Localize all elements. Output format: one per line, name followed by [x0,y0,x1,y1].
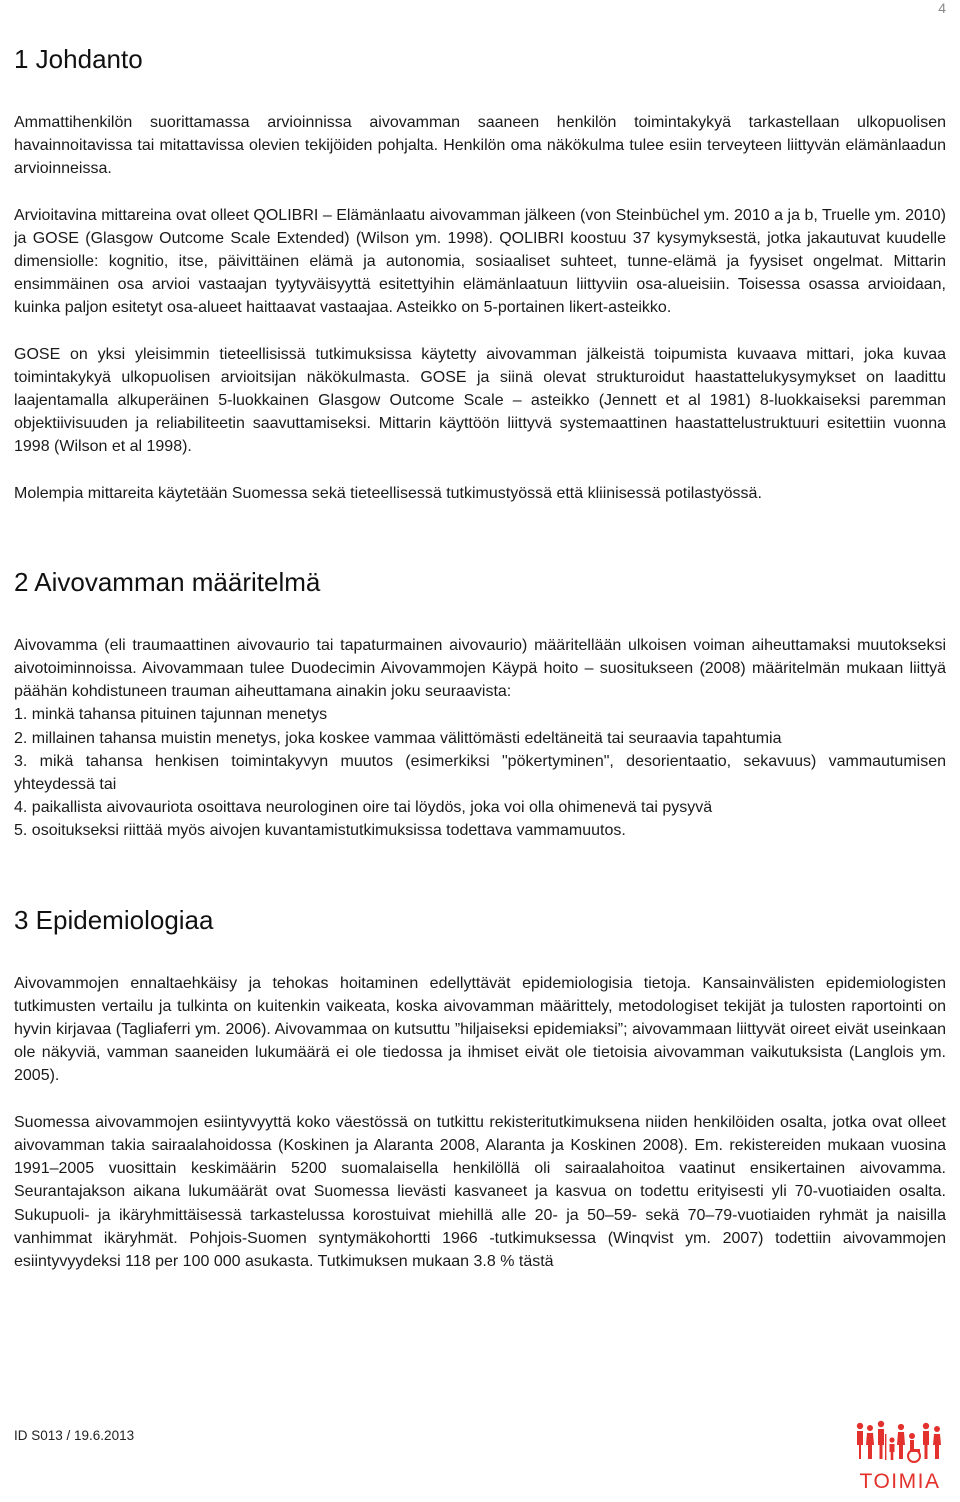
list-item: 1. minkä tahansa pituinen tajunnan menetys [14,706,328,724]
logo-text: TOIMIA [859,1470,941,1493]
page-number: 4 [938,0,946,16]
paragraph: Aivovammojen ennaltaehkäisy ja tehokas hoitaminen edellyttävät epidemiologisia tietoja. Kansainvälisten epidemiologisten tutkimusten vertailu ja tulkinta on kuitenkin vaikeata, koska aivovamman määrittely, metodologiset tekijät ja tulosten raportointi on hyvin kirjavaa (Tagliaferri ym. 2006). Aivovammaa on kutsuttu ”hiljaiseksi epidemiaksi”; aivovammaan liittyvät oireet eivät useinkaan ole näkyviä, vamman saaneiden lukumäärä ei ole tiedossa ja ihmiset eivät ole tietoisia aivovamman vaikutuksista (Langlois ym. 2005). [14,974,946,1085]
section-heading-epidemiologiaa: 3 Epidemiologiaa [14,904,214,935]
paragraph: Aivovamma (eli traumaattinen aivovaurio tai tapaturmainen aivovaurio) määritellään ulkoisen voiman aiheuttamaksi muutokseksi aivotoiminnoissa. Aivovammaan tulee Duodecimin Aivovammojen Käypä hoito – suositukseen (2008) määritelmän mukaan liittyä päähän kohdistuneen trauman aiheuttamana ainakin joku seuraavista: [14,636,946,701]
paragraph: Molempia mittareita käytetään Suomessa sekä tieteellisessä tutkimustyössä että kliinisessä potilastyössä. [14,484,762,502]
list-item: 2. millainen tahansa muistin menetys, joka koskee vammaa välittömästi edeltäneitä tai seuraavia tapahtumia [14,729,782,747]
paragraph: GOSE on yksi yleisimmin tieteellisissä tutkimuksissa käytetty aivovamman jälkeistä toipumista kuvaava mittari, joka kuvaa toimintakykyä ulkopuolisen arvioitsijan näkökulmasta. GOSE ja siinä olevat strukturoidut haastattelukysymykset on laadittu laajentamalla alkuperäinen 5-luokkainen Glasgow Outcome Scale – asteikko (Jennett et al 1981) 8-luokkaiseksi paremman objektiivisuuden ja reliabiliteetin saavuttamiseksi. Mittarin käyttöön liittyvä systemaattinen haastattelustruktuuri esitettiin vuonna 1998 (Wilson et al 1998). [14,345,946,456]
section-heading-aivovamman-maaritelma: 2 Aivovamman määritelmä [14,566,321,597]
document-body [14,40,946,1273]
section-heading-johdanto: 1 Johdanto [14,44,143,74]
document-id: ID S013 / 19.6.2013 [14,1428,135,1443]
toimia-logo [854,1418,946,1494]
list-item: 5. osoitukseksi riittää myös aivojen kuvantamistutkimuksissa todettava vammamuutos. [14,822,626,840]
people-figures-icon [854,1418,946,1468]
list-item: 4. paikallista aivovauriota osoittava neurologinen oire tai löydös, joka voi olla ohimenevä tai pysyvä [14,799,713,817]
paragraph: Suomessa aivovammojen esiintyvyyttä koko väestössä on tutkittu rekisteritutkimuksena niiden henkilöiden osalta, jotka ovat olleet aivovamman takia sairaalahoidossa (Koskinen ja Alaranta 2008, Alaranta ja Koskinen 2008). Em. rekistereiden mukaan vuosina 1991–2005 vuosittain keskimäärin 5200 suomalaisella henkilöllä oli sairaalahoitoa vaatinut ensikertainen aivovamma. Seurantajakson aikana lukumäärät ovat Suomessa lievästi kasvaneet ja kasvua on todettu erityisesti yli 70-vuotiaiden osalta. Sukupuoli- ja ikäryhmittäisessä tarkastelussa korostuivat miehillä alle 20- ja 50–59- sekä 70–79-vuotiaiden ryhmät ja naisilla vanhimmat ikäryhmät. Pohjois-Suomen syntymäkohortti 1966 -tutkimuksessa (Winqvist ym. 2007) todettiin aivovammojen esiintyvyydeksi 118 per 100 000 asukasta. Tutkimuksen mukaan 3.8 % tästä [14,1113,946,1270]
paragraph: Arvioitavina mittareina ovat olleet QOLIBRI – Elämänlaatu aivovamman jälkeen (von Steinbüchel ym. 2010 a ja b, Truelle ym. 2010) ja GOSE (Glasgow Outcome Scale Extended) (Wilson ym. 1998). QOLIBRI koostuu 37 kysymyksestä, jotka jakautuvat kuudelle dimensiolle: kognitio, itse, päivittäinen elämä ja autonomia, sosiaaliset suhteet, tunne-elämä ja fyysiset ongelmat. Mittarin ensimmäinen osa arvioi vastaajan tyytyväisyyttä esitettyihin elämänlaatuun liittyviin osa-alueisiin. Toisessa osassa arvioidaan, kuinka paljon esitetyt osa-alueet haittaavat vastaajaa. Asteikko on 5-portainen likert-asteikko. [14,206,946,317]
list-item: 3. mikä tahansa henkisen toimintakyvyn muutos (esimerkiksi "pökertyminen", desorientaatio, sekavuus) vammautumisen yhteydessä tai [14,752,946,794]
paragraph: Ammattihenkilön suorittamassa arvioinnissa aivovamman saaneen henkilön toimintakykyä tarkastellaan ulkopuolisen havainnoitavissa tai mitattavissa olevien tekijöiden pohjalta. Henkilön oma näkökulma tulee esiin terveyteen liittyvän elämänlaadun arvioinneissa. [14,114,946,178]
